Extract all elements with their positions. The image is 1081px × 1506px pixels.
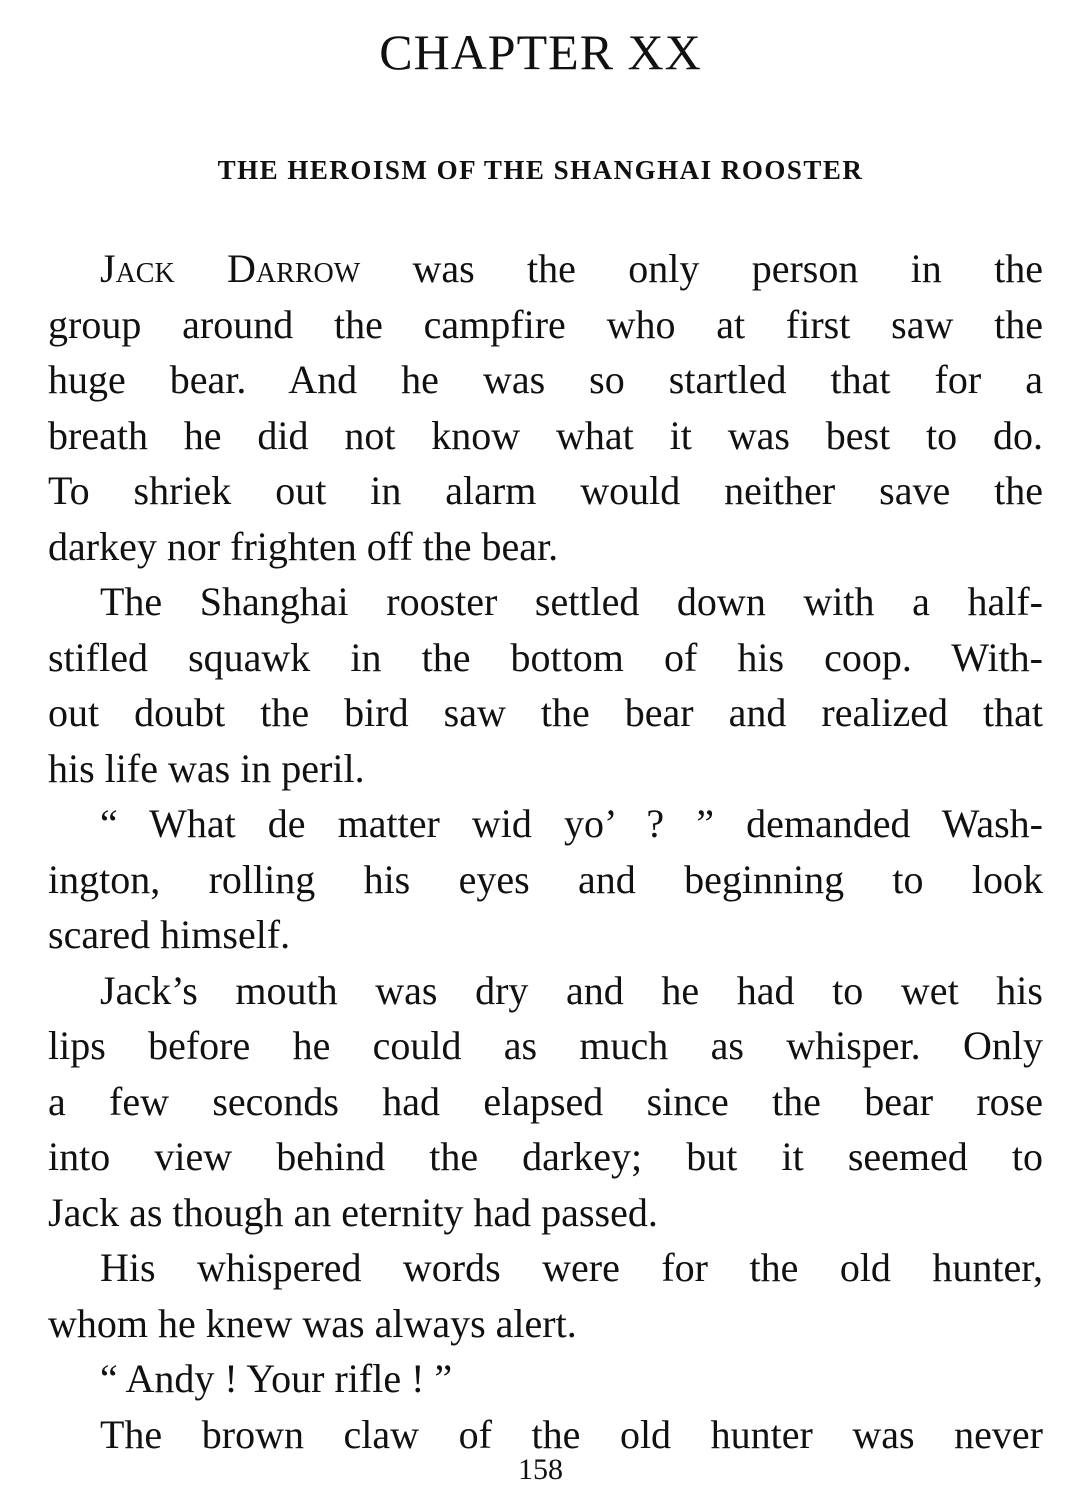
text-line: To shriek out in alarm would neither save the — [48, 468, 1043, 513]
text-line: ington, rolling his eyes and beginning to look — [48, 856, 1043, 902]
small-caps-name: Jack — [100, 246, 175, 291]
text-line: breath he did not know what it was best to do. — [48, 412, 1043, 458]
text-line: out doubt the bird saw the bear and realized that — [48, 690, 1043, 735]
text-line: Jack as though an eternity had passed. — [48, 1189, 658, 1235]
text-line: his life was in peril. — [48, 745, 365, 791]
text-line-content: was the only person in the — [360, 246, 1043, 291]
text-line: Jack’s mouth was dry and he had to wet his — [100, 967, 1043, 1013]
text-line: lips before he could as much as whisper. Only — [48, 1023, 1043, 1068]
text-line: His whispered words were for the old hunter, — [100, 1245, 1043, 1290]
text-line: a few seconds had elapsed since the bear rose — [48, 1078, 1043, 1124]
text-line: whom he knew was always alert. — [48, 1300, 577, 1346]
text-line: “ Andy ! Your rifle ! ” — [100, 1356, 453, 1401]
page-number: 158 — [518, 1453, 563, 1486]
text-line: “ What de matter wid yo’ ? ” demanded Wash- — [100, 801, 1043, 846]
text-line: huge bear. And he was so startled that for a — [48, 357, 1043, 402]
text-line: The Shanghai rooster settled down with a half- — [100, 579, 1043, 624]
text-line — [48, 241, 1043, 297]
text-line: stifled squawk in the bottom of his coop. With- — [48, 634, 1043, 680]
chapter-heading: CHAPTER XX — [379, 24, 702, 80]
small-caps-name: Darrow — [227, 246, 361, 291]
text-line: The brown claw of the old hunter was never — [100, 1411, 1043, 1457]
body-text — [48, 241, 1043, 1462]
text-line: darkey nor frighten off the bear. — [48, 523, 559, 569]
text-line: into view behind the darkey; but it seemed to — [48, 1134, 1043, 1179]
text-line: scared himself. — [48, 912, 291, 957]
text-line: group around the campfire who at first saw the — [48, 301, 1043, 347]
chapter-subtitle: THE HEROISM OF THE SHANGHAI ROOSTER — [217, 155, 864, 185]
